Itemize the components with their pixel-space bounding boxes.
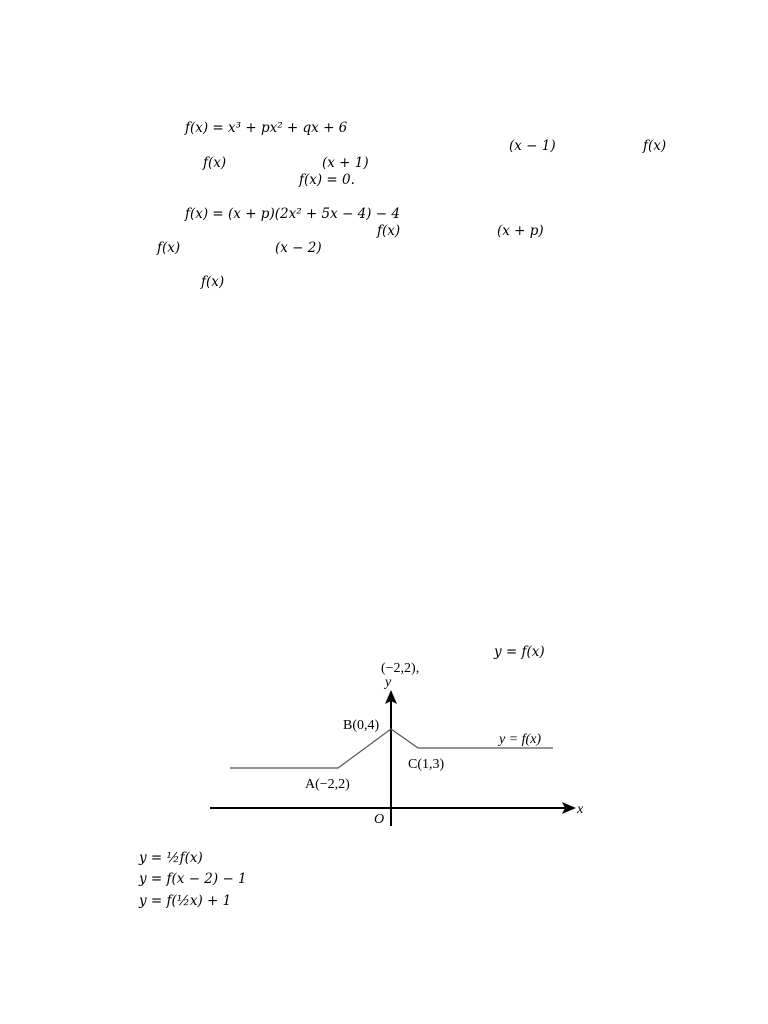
x-axis-label: x [577, 802, 584, 817]
p1-equation: f(x) = x³ + px² + qx + 6 [185, 120, 348, 136]
p2-factor-x-minus-2: (x − 2) [275, 240, 322, 256]
point-c-label: C(1,3) [408, 757, 445, 772]
y-axis-label: y [385, 675, 392, 690]
transform-shift: y = f(x − 2) − 1 [139, 871, 247, 887]
transform-stretch: y = f(½x) + 1 [139, 893, 232, 909]
p3-caption-y-equals-fx: y = f(x) [494, 644, 545, 660]
p1-factor-x-plus-1: (x + 1) [322, 155, 369, 171]
p2-fx-mid: f(x) [377, 223, 401, 239]
point-a-label: A(−2,2) [305, 777, 350, 792]
origin-label: O [374, 812, 385, 827]
p1-fx-right: f(x) [643, 138, 667, 154]
p1-fx-left: f(x) [203, 155, 227, 171]
p2-fx-last: f(x) [201, 274, 225, 290]
p2-equation: f(x) = (x + p)(2x² + 5x − 4) − 4 [185, 206, 400, 222]
p1-fx-equals-zero: f(x) = 0. [299, 172, 355, 188]
curve-label: y = f(x) [499, 732, 542, 747]
point-b-label: B(0,4) [343, 718, 380, 733]
p2-factor-x-plus-p: (x + p) [497, 223, 544, 239]
p1-factor-x-minus-1: (x − 1) [509, 138, 556, 154]
p3-point-note: (−2,2), [381, 661, 420, 676]
transform-half-fx: y = ½f(x) [139, 850, 203, 866]
p2-fx-left: f(x) [157, 240, 181, 256]
